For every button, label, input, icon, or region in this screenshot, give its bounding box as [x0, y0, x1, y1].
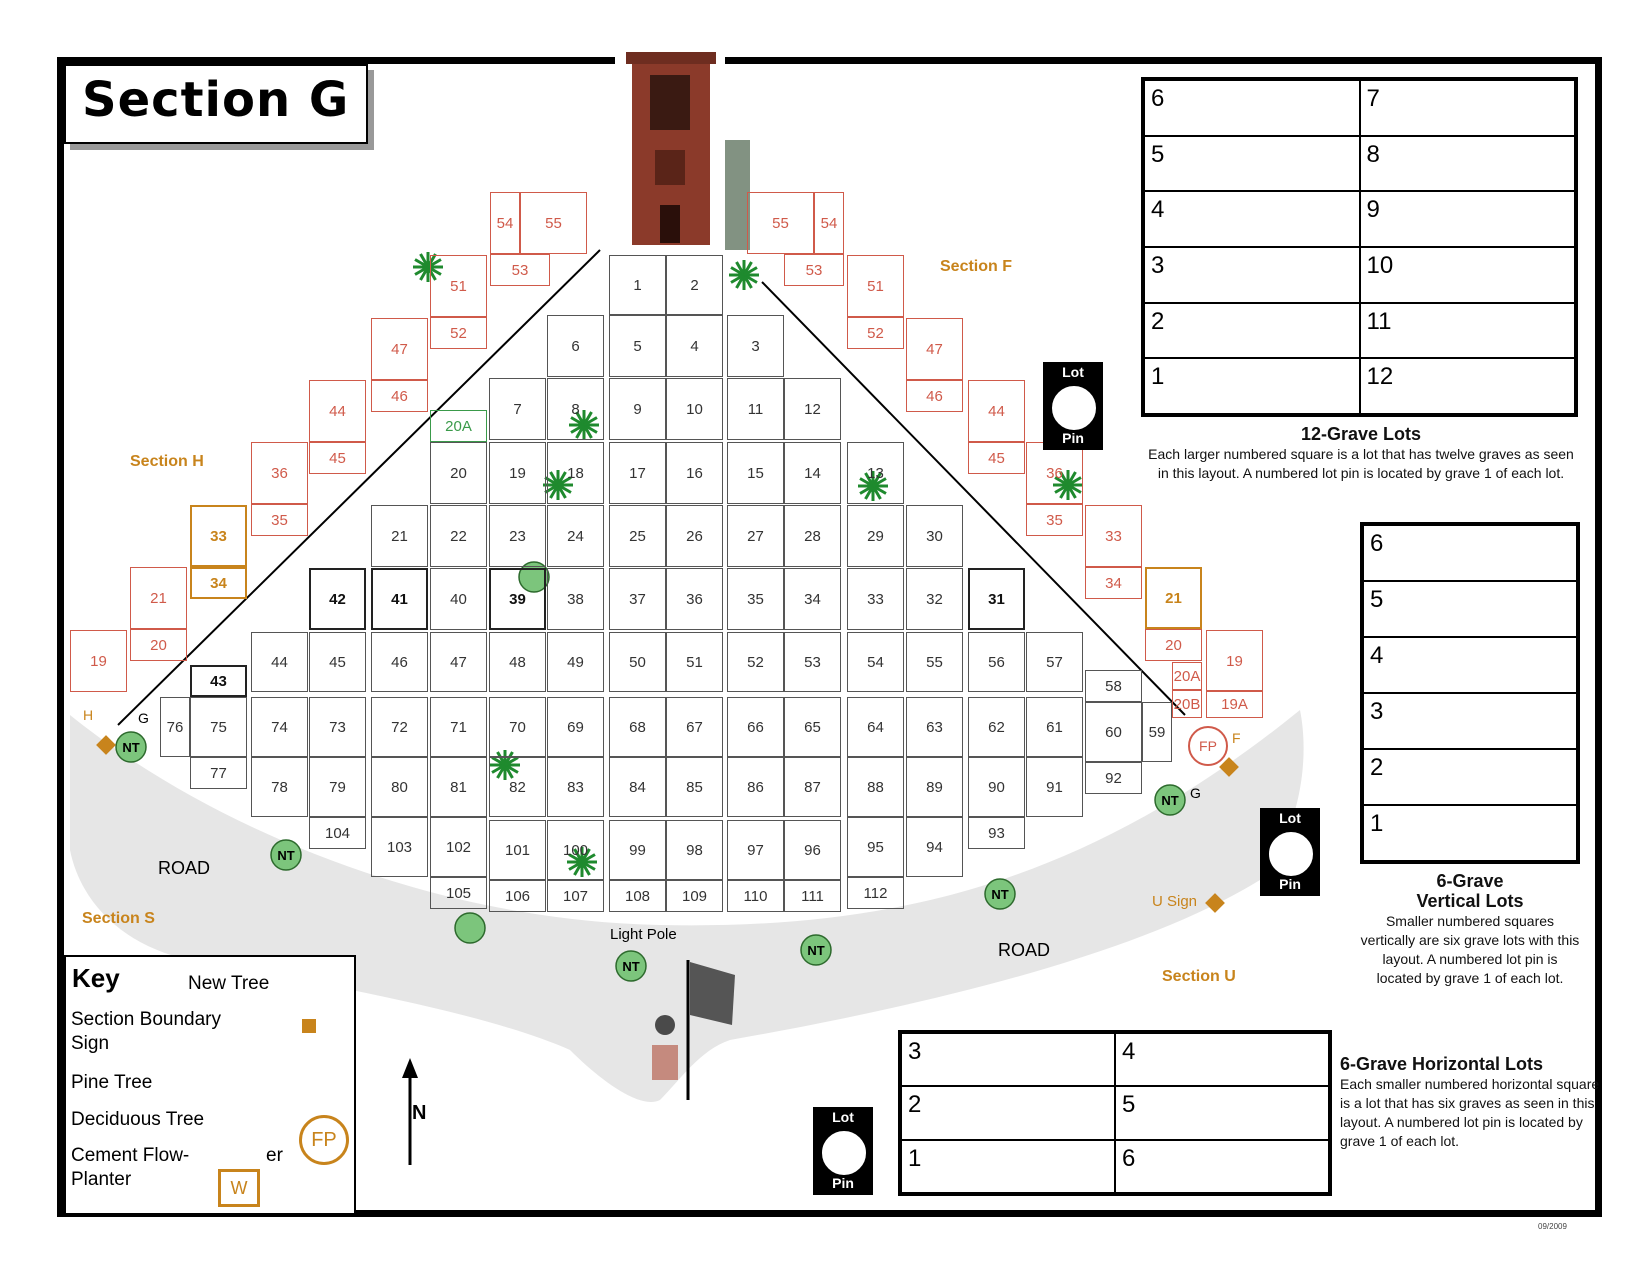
lot-f-55: 55: [747, 192, 814, 254]
lot-g-84: 84: [609, 757, 666, 817]
lot-g-24: 24: [547, 505, 604, 567]
lot-g-83: 83: [547, 757, 604, 817]
lot-g-97: 97: [727, 820, 784, 880]
lot-g-91: 91: [1026, 757, 1083, 817]
lot-g-2: 2: [666, 255, 723, 315]
svg-text:NT: NT: [991, 887, 1009, 902]
lot-f-20A: 20A: [1172, 662, 1202, 690]
new-tree-icon: [985, 879, 1015, 909]
lot-f-20: 20: [1145, 629, 1202, 661]
twelve-grave-cell-2: 2: [1144, 303, 1360, 359]
title-box: [64, 64, 368, 144]
six-vertical-cell-4: 4: [1363, 637, 1577, 693]
lot-h-21: 21: [130, 567, 187, 629]
lot-g-96: 96: [784, 820, 841, 880]
lot-h-51: 51: [430, 255, 487, 317]
lot-g-111: 111: [784, 880, 841, 912]
lot-g-8: 8: [547, 378, 604, 440]
six-vertical-grid: [1360, 522, 1580, 864]
lot-pin-bottom-label: Pin: [1062, 430, 1084, 446]
lot-g-77: 77: [190, 757, 247, 789]
key-new-tree: New Tree: [188, 973, 270, 994]
north-label: N: [412, 1102, 427, 1124]
lot-g-104: 104: [309, 817, 366, 849]
lot-g-86: 86: [727, 757, 784, 817]
twelve-grave-grid: [1141, 77, 1578, 417]
key-pine: Pine Tree: [71, 1072, 153, 1093]
lot-g-79: 79: [309, 757, 366, 817]
new-tree-icon: [271, 840, 301, 870]
twelve-grave-cell-7: 7: [1360, 80, 1576, 136]
twelve-grave-cell-5: 5: [1144, 136, 1360, 192]
lot-g-49: 49: [547, 632, 604, 692]
revision-date: 09/2009: [1538, 1222, 1567, 1231]
six-vertical-cell-5: 5: [1363, 581, 1577, 637]
lot-g-19: 19: [489, 442, 546, 504]
six-horizontal-text: Each smaller numbered horizontal square is a lot that has six graves as seen in this layout. A numbered lot pin is located by grave 1 of each lot.: [1340, 1076, 1600, 1149]
lot-g-21: 21: [371, 505, 428, 567]
lot-g-14: 14: [784, 442, 841, 504]
lot-f-19A: 19A: [1206, 690, 1263, 718]
lot-pin-top-label: Lot: [1062, 364, 1084, 380]
lot-g-33: 33: [847, 568, 904, 630]
lot-g-99: 99: [609, 820, 666, 880]
key-planter-3: Planter: [71, 1169, 132, 1190]
key-planter-1: Cement Flow-: [71, 1145, 190, 1166]
six-horizontal-cell-3: 3: [901, 1033, 1115, 1086]
lot-g-46: 46: [371, 632, 428, 692]
lot-g-62: 62: [968, 697, 1025, 757]
lot-f-53: 53: [784, 254, 844, 286]
six-vertical-title-2: Vertical Lots: [1416, 891, 1524, 911]
lot-g-58: 58: [1085, 670, 1142, 702]
statue-icon: [652, 1015, 678, 1080]
six-horizontal-cell-4: 4: [1115, 1033, 1329, 1086]
lot-g-66: 66: [727, 697, 784, 757]
lot-g-36: 36: [666, 568, 723, 630]
svg-text:NT: NT: [1161, 793, 1179, 808]
twelve-grave-title: 12-Grave Lots: [1300, 424, 1422, 444]
six-vertical-cell-3: 3: [1363, 693, 1577, 749]
lot-g-11: 11: [727, 378, 784, 440]
twelve-grave-caption: [1141, 425, 1581, 483]
lot-g-98: 98: [666, 820, 723, 880]
twelve-grave-cell-10: 10: [1360, 247, 1576, 303]
lot-g-92: 92: [1085, 762, 1142, 794]
lot-g-44: 44: [251, 632, 308, 692]
twelve-grave-cell-3: 3: [1144, 247, 1360, 303]
lot-g-42: 42: [309, 568, 366, 630]
new-tree-icon: [116, 732, 146, 762]
lot-g-73: 73: [309, 697, 366, 757]
svg-text:NT: NT: [122, 740, 140, 755]
lot-f-44: 44: [968, 380, 1025, 442]
map-key: [64, 955, 356, 1215]
lot-g-100: 100: [547, 820, 604, 880]
lot-f-54: 54: [814, 192, 844, 254]
lot-pin-icon: [1043, 362, 1103, 450]
lot-g-85: 85: [666, 757, 723, 817]
lot-g-59: 59: [1142, 702, 1172, 762]
lot-h-52: 52: [430, 317, 487, 349]
boundary-sign-icon: [302, 1019, 316, 1033]
lot-g-28: 28: [784, 505, 841, 567]
lot-g-63: 63: [906, 697, 963, 757]
lot-g-107: 107: [547, 880, 604, 912]
lot-g-109: 109: [666, 880, 723, 912]
lot-f-35: 35: [1026, 504, 1083, 536]
twelve-grave-cell-8: 8: [1360, 136, 1576, 192]
boundary-f-label: F: [1232, 730, 1241, 746]
lot-pin-icon: [1260, 808, 1320, 896]
lot-g-7: 7: [489, 378, 546, 440]
flower-planter-marker: FP: [1188, 726, 1228, 766]
lot-g-20: 20: [430, 442, 487, 504]
lot-g-40: 40: [430, 568, 487, 630]
lot-g-25: 25: [609, 505, 666, 567]
deciduous-tree-icon: [455, 913, 485, 943]
lot-g-43: 43: [190, 665, 247, 697]
svg-text:NT: NT: [807, 943, 825, 958]
six-horizontal-cell-6: 6: [1115, 1140, 1329, 1193]
six-vertical-title-1: 6-Grave: [1436, 871, 1504, 891]
page-title: Section G: [82, 72, 350, 128]
lot-g-95: 95: [847, 817, 904, 877]
lot-pin-bottom-label: Pin: [832, 1175, 854, 1191]
lot-pin-icon: [813, 1107, 873, 1195]
lot-g-71: 71: [430, 697, 487, 757]
lot-h-53: 53: [490, 254, 550, 286]
bell-tower-icon: [615, 50, 750, 250]
lot-g-54: 54: [847, 632, 904, 692]
lot-g-50: 50: [609, 632, 666, 692]
lot-g-78: 78: [251, 757, 308, 817]
key-boundary-sign-2: Sign: [71, 1033, 110, 1054]
lot-g-51: 51: [666, 632, 723, 692]
lot-g-15: 15: [727, 442, 784, 504]
six-vertical-text: Smaller numbered squares vertically are six grave lots with this layout. A numbered lot pin is located by grave 1 of each lot.: [1360, 913, 1580, 986]
lot-g-38: 38: [547, 568, 604, 630]
key-deciduous: Deciduous Tree: [71, 1109, 205, 1130]
twelve-grave-cell-4: 4: [1144, 191, 1360, 247]
lot-h-36: 36: [251, 442, 308, 504]
section-u-label: Section U: [1162, 968, 1236, 985]
new-tree-icon: [1155, 785, 1185, 815]
lot-g-30: 30: [906, 505, 963, 567]
lot-g-23: 23: [489, 505, 546, 567]
lot-g-101: 101: [489, 820, 546, 880]
lot-g-16: 16: [666, 442, 723, 504]
lot-f-45: 45: [968, 442, 1025, 474]
lot-h-47: 47: [371, 318, 428, 380]
six-horizontal-grid: [898, 1030, 1332, 1196]
lot-g-94: 94: [906, 817, 963, 877]
lot-f-33: 33: [1085, 505, 1142, 567]
lot-f-19: 19: [1206, 630, 1263, 692]
lot-g-81: 81: [430, 757, 487, 817]
lot-h-20: 20: [130, 629, 187, 661]
twelve-grave-cell-1: 1: [1144, 358, 1360, 414]
lot-g-13: 13: [847, 442, 904, 504]
lot-g-65: 65: [784, 697, 841, 757]
six-horizontal-cell-2: 2: [901, 1086, 1115, 1139]
lot-f-46: 46: [906, 380, 963, 412]
lot-g-32: 32: [906, 568, 963, 630]
lot-f-36: 36: [1026, 442, 1083, 504]
lot-g-45: 45: [309, 632, 366, 692]
lot-g-9: 9: [609, 378, 666, 440]
lot-g-29: 29: [847, 505, 904, 567]
lot-g-34: 34: [784, 568, 841, 630]
boundary-h-label: H: [83, 707, 94, 723]
lot-f-47: 47: [906, 318, 963, 380]
light-pole-label: Light Pole: [610, 926, 677, 943]
section-h-label: Section H: [130, 453, 204, 470]
six-vertical-cell-1: 1: [1363, 805, 1577, 861]
lot-f-20B: 20B: [1172, 690, 1202, 718]
twelve-grave-cell-6: 6: [1144, 80, 1360, 136]
lot-g-55: 55: [906, 632, 963, 692]
new-tree-icon: [616, 951, 646, 981]
section-f-label: Section F: [940, 258, 1013, 275]
six-vertical-cell-2: 2: [1363, 749, 1577, 805]
lot-h-19: 19: [70, 630, 127, 692]
lot-g-56: 56: [968, 632, 1025, 692]
lot-h-44: 44: [309, 380, 366, 442]
twelve-grave-text: Each larger numbered square is a lot that has twelve graves as seen in this layout. A numbered lot pin is located by grave 1 of each lot.: [1148, 446, 1574, 481]
lot-g-70: 70: [489, 697, 546, 757]
lot-h-34: 34: [190, 567, 247, 599]
six-vertical-caption: [1360, 872, 1580, 988]
lot-g-103: 103: [371, 817, 428, 877]
lot-g-3: 3: [727, 315, 784, 377]
lot-g-1: 1: [609, 255, 666, 315]
lot-g-10: 10: [666, 378, 723, 440]
lot-g-87: 87: [784, 757, 841, 817]
lot-g-35: 35: [727, 568, 784, 630]
lot-g-88: 88: [847, 757, 904, 817]
pine-tree-icon: [729, 260, 759, 290]
lot-g-53: 53: [784, 632, 841, 692]
u-sign-label: U Sign: [1152, 893, 1198, 910]
lot-g-108: 108: [609, 880, 666, 912]
six-horizontal-cell-1: 1: [901, 1140, 1115, 1193]
lot-g-18: 18: [547, 442, 604, 504]
lot-g-31: 31: [968, 568, 1025, 630]
lot-g-93: 93: [968, 817, 1025, 849]
six-horizontal-cell-5: 5: [1115, 1086, 1329, 1139]
lot-g-69: 69: [547, 697, 604, 757]
lot-g-76: 76: [160, 697, 190, 757]
lot-h-54: 54: [490, 192, 520, 254]
lot-g-67: 67: [666, 697, 723, 757]
lot-g-47: 47: [430, 632, 487, 692]
six-horizontal-title: 6-Grave Horizontal Lots: [1340, 1054, 1544, 1074]
lot-f-52: 52: [847, 317, 904, 349]
key-planter-2: er: [266, 1145, 283, 1166]
lot-g-37: 37: [609, 568, 666, 630]
lot-f-21: 21: [1145, 567, 1202, 629]
lot-g-41: 41: [371, 568, 428, 630]
lot-g-12: 12: [784, 378, 841, 440]
lot-g-26: 26: [666, 505, 723, 567]
lot-g-39: 39: [489, 568, 546, 630]
lot-g-20A: 20A: [430, 410, 487, 442]
svg-text:NT: NT: [622, 959, 640, 974]
lot-g-89: 89: [906, 757, 963, 817]
svg-text:NT: NT: [277, 848, 295, 863]
lot-g-75: 75: [190, 697, 247, 757]
lot-g-27: 27: [727, 505, 784, 567]
section-s-label: Section S: [82, 910, 155, 927]
lot-g-106: 106: [489, 880, 546, 912]
lot-f-51: 51: [847, 255, 904, 317]
lot-g-112: 112: [847, 877, 904, 909]
flower-planter-icon: FP: [299, 1115, 349, 1165]
road-label-left: ROAD: [158, 858, 211, 878]
lot-g-80: 80: [371, 757, 428, 817]
lot-pin-top-label: Lot: [832, 1109, 854, 1125]
lot-g-5: 5: [609, 315, 666, 377]
boundary-g-label-left: G: [138, 710, 149, 726]
lot-g-74: 74: [251, 697, 308, 757]
lot-g-64: 64: [847, 697, 904, 757]
lot-g-60: 60: [1085, 702, 1142, 762]
key-boundary-sign-1: Section Boundary: [71, 1009, 221, 1030]
lot-g-90: 90: [968, 757, 1025, 817]
lot-g-48: 48: [489, 632, 546, 692]
lot-h-45: 45: [309, 442, 366, 474]
lot-g-52: 52: [727, 632, 784, 692]
new-tree-icon: [801, 935, 831, 965]
road-label-right: ROAD: [998, 940, 1051, 960]
lot-f-34: 34: [1085, 567, 1142, 599]
lot-pin-bottom-label: Pin: [1279, 876, 1301, 892]
twelve-grave-cell-11: 11: [1360, 303, 1576, 359]
twelve-grave-cell-9: 9: [1360, 191, 1576, 247]
boundary-g-label-right: G: [1190, 785, 1201, 801]
lot-h-55: 55: [520, 192, 587, 254]
lot-g-4: 4: [666, 315, 723, 377]
lot-g-57: 57: [1026, 632, 1083, 692]
lot-g-61: 61: [1026, 697, 1083, 757]
lot-g-72: 72: [371, 697, 428, 757]
six-vertical-cell-6: 6: [1363, 525, 1577, 581]
key-title: Key: [72, 963, 120, 993]
lot-g-102: 102: [430, 817, 487, 877]
lot-g-82: 82: [489, 757, 546, 817]
lot-h-46: 46: [371, 380, 428, 412]
lot-pin-top-label: Lot: [1279, 810, 1301, 826]
lot-g-22: 22: [430, 505, 487, 567]
twelve-grave-cell-12: 12: [1360, 358, 1576, 414]
six-horizontal-caption: [1340, 1055, 1600, 1151]
lot-h-33: 33: [190, 505, 247, 567]
lot-h-35: 35: [251, 504, 308, 536]
lot-g-17: 17: [609, 442, 666, 504]
lot-g-6: 6: [547, 315, 604, 377]
lot-g-68: 68: [609, 697, 666, 757]
w-planter-icon: W: [218, 1169, 260, 1207]
lot-g-110: 110: [727, 880, 784, 912]
lot-g-105: 105: [430, 877, 487, 909]
